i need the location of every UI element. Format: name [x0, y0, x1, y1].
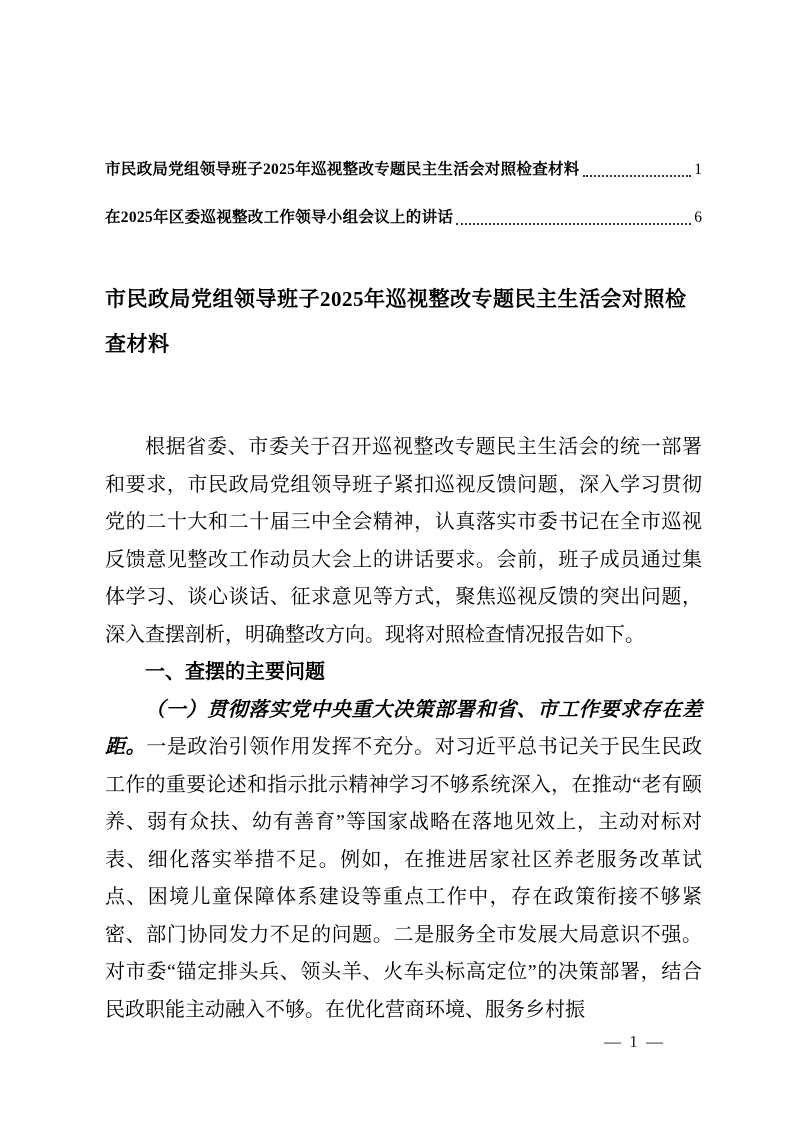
toc-entry-1[interactable]: [105, 146, 702, 194]
toc-entry-2-page-number: 6: [694, 209, 702, 226]
point-1-paragraph: [105, 692, 702, 1030]
toc-entry-2-title: 在2025年区委巡视整改工作领导小组会议上的讲话: [105, 209, 454, 226]
toc-leader-dots: [583, 146, 692, 177]
toc-entry-1-page-number: 1: [694, 161, 702, 178]
point-1-item-1-label: 一是政治引领作用发挥不充分。: [146, 736, 435, 758]
point-1-lead: （一）贯彻落实党中央重大决策部署和省、市工作要求存在差距。: [105, 698, 702, 758]
point-1-item-2-text: 对市委“锚定排头兵、领头羊、火车头标高定位”的决策部署，结合民政职能主动融入不够。在优化营商环境、服务乡村振: [105, 961, 702, 1021]
toc-leader-dots: [456, 194, 691, 225]
toc-entry-2[interactable]: [105, 194, 702, 242]
document-body: [105, 429, 702, 1029]
point-1-item-1-text: 对习近平总书记关于民生民政工作的重要论述和指示批示精神学习不够系统深入，在推动“老有颐养、弱有众扶、幼有善育”等国家战略在落地见效上，主动对标对表、细化落实举措不足。例如，在推进居家社区养老服务改革试点、困境儿童保障体系建设等重点工作中，存在政策衔接不够紧密、部门协同发力不足的问题。: [105, 736, 703, 946]
page-number: — 1 —: [604, 1032, 665, 1051]
table-of-contents: [105, 146, 702, 242]
point-1-item-2-label: 二是服务全市发展大局意识不强。: [393, 923, 702, 946]
intro-paragraph: 根据省委、市委关于召开巡视整改专题民主生活会的统一部署和要求，市民政局党组领导班子紧扣巡视反馈问题，深入学习贯彻党的二十大和二十届三中全会精神，认真落实市委书记在全市巡视反馈意见整改工作动员大会上的讲话要求。会前，班子成员通过集体学习、谈心谈话、征求意见等方式，聚焦巡视反馈的突出问题，深入查摆剖析，明确整改方向。现将对照检查情况报告如下。: [105, 436, 702, 646]
toc-entry-1-title: 市民政局党组领导班子2025年巡视整改专题民主生活会对照检查材料: [105, 161, 580, 178]
section-1-heading: 一、查摆的主要问题: [145, 661, 325, 683]
document-title: 市民政局党组领导班子2025年巡视整改专题民主生活会对照检查材料: [105, 287, 687, 356]
page-footer: [0, 1027, 793, 1057]
